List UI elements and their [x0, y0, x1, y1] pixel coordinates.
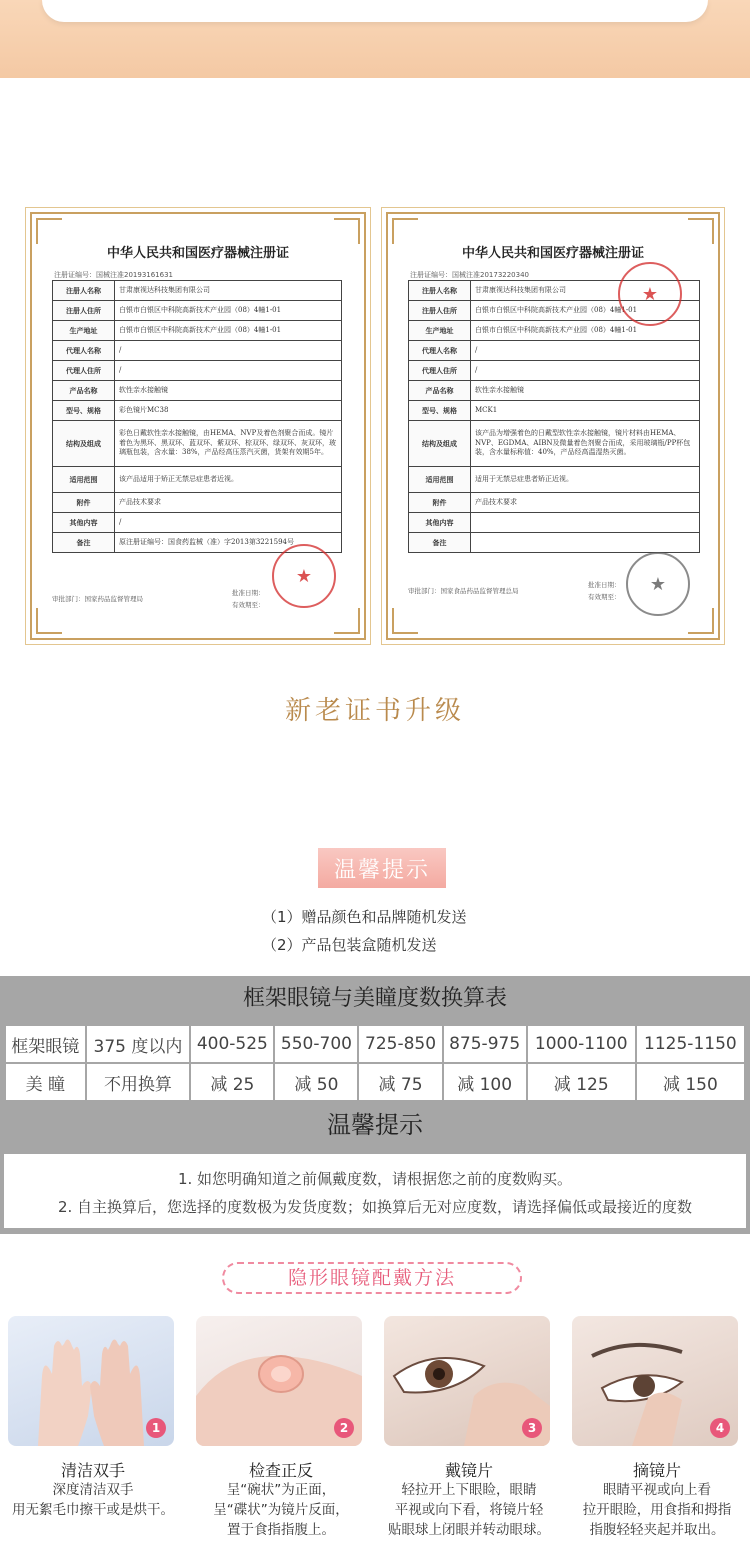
certificate-new: [30, 212, 366, 640]
approver: 审批部门：国家药品监督管理局: [52, 595, 143, 603]
desc-line: 用无絮毛巾擦干或是烘干。: [12, 1502, 174, 1518]
desc-line: 呈“碗状”为正面，: [226, 1482, 336, 1498]
certificate-row: [409, 513, 700, 533]
certificate-row: [53, 341, 342, 361]
approver: 审批部门：国家食品药品监督管理总局: [408, 587, 519, 595]
warm-tip-box: [4, 1154, 746, 1228]
table-cell: 减 125: [528, 1064, 635, 1100]
step-image-check-lens: [196, 1316, 362, 1446]
certificate-row: [53, 467, 342, 493]
upgrade-caption: 新老证书升级: [284, 696, 465, 726]
table-cell: 不用换算: [87, 1064, 190, 1100]
corner-ornament: [688, 218, 714, 244]
field-value: 白银市白银区中科院高新技术产业园（08）4幢1-01: [471, 321, 700, 341]
field-label: 生产地址: [409, 321, 471, 341]
field-label: 结构及组成: [53, 421, 115, 467]
step-description: [188, 1480, 374, 1540]
field-label: 注册人名称: [53, 281, 115, 301]
step-description: [376, 1480, 562, 1540]
certificate-row: [53, 321, 342, 341]
certificate-row: [409, 401, 700, 421]
step-number: 3: [522, 1418, 542, 1438]
red-seal-icon: ★: [618, 262, 682, 326]
step-title: 戴镜片: [444, 1461, 493, 1480]
field-label: 其他内容: [53, 513, 115, 533]
certificate-row: [53, 421, 342, 467]
table-cell: 减 100: [444, 1064, 526, 1100]
field-label: 型号、规格: [53, 401, 115, 421]
table-row: [6, 1026, 744, 1062]
field-label: 附件: [53, 493, 115, 513]
field-value: 彩色镜片MC38: [115, 401, 342, 421]
certificate-row: [53, 301, 342, 321]
table-cell: 减 25: [191, 1064, 273, 1100]
table-row: [6, 1064, 744, 1100]
approve-date: 批准日期：: [588, 581, 621, 589]
field-label: 备注: [409, 533, 471, 553]
corner-ornament: [392, 218, 418, 244]
warm-tip-line: 1. 如您明确知道之前佩戴度数，请根据您之前的度数购买。: [177, 1170, 573, 1188]
field-value: 白银市白银区中科院高新技术产业园（08）4幢1-01: [115, 321, 342, 341]
field-label: 代理人住所: [53, 361, 115, 381]
tips-badge: 温馨提示: [318, 848, 446, 888]
red-seal-icon: ★: [272, 544, 336, 608]
field-value: 白银市白银区中科院高新技术产业园（08）4幢1-01: [115, 301, 342, 321]
table-cell: 875-975: [444, 1026, 526, 1062]
approve-date: 批准日期：: [232, 589, 265, 597]
step-number: 4: [710, 1418, 730, 1438]
field-label: 注册人住所: [409, 301, 471, 321]
certificate-row: [53, 401, 342, 421]
corner-ornament: [392, 608, 418, 634]
field-value: 产品技术要求: [471, 493, 700, 513]
step-image-insert-lens: [384, 1316, 550, 1446]
step-number: 1: [146, 1418, 166, 1438]
field-label: 适用范围: [53, 467, 115, 493]
certificate-row: [53, 493, 342, 513]
field-label: 结构及组成: [409, 421, 471, 467]
certificate-row: [409, 341, 700, 361]
desc-line: 置于食指指腹上。: [227, 1522, 335, 1538]
field-value: 甘肃康视达科技集团有限公司: [471, 281, 700, 301]
corner-ornament: [36, 218, 62, 244]
step-title: 清洁双手: [60, 1461, 125, 1480]
field-label: 产品名称: [53, 381, 115, 401]
table-cell: 框架眼镜: [6, 1026, 85, 1062]
certificate-row: [409, 381, 700, 401]
desc-line: 拉开眼睑，用食指和拇指: [582, 1502, 732, 1518]
field-value: 软性亲水接触镜: [471, 381, 700, 401]
valid-until: 有效期至：: [588, 593, 621, 601]
certificate-row: [409, 467, 700, 493]
field-label: 型号、规格: [409, 401, 471, 421]
field-value: 该产品适用于矫正无禁忌症患者近视。: [115, 467, 342, 493]
desc-line: 平视或向下看，将镜片轻: [394, 1502, 544, 1518]
tip-line: （2）产品包装盒随机发送: [262, 936, 437, 954]
step-title: 摘镜片: [632, 1461, 681, 1480]
field-value: [471, 533, 700, 553]
certificate-row: [409, 361, 700, 381]
registration-number: 注册证编号：国械注准20173220340: [410, 271, 529, 279]
method-title: 隐形眼镜配戴方法: [222, 1262, 522, 1294]
field-value: /: [115, 513, 342, 533]
certificate-table: [52, 280, 342, 553]
field-label: 其他内容: [409, 513, 471, 533]
desc-line: 深度清洁双手: [52, 1482, 134, 1498]
field-label: 代理人名称: [409, 341, 471, 361]
field-value: 甘肃康视达科技集团有限公司: [115, 281, 342, 301]
conversion-table: [4, 1024, 746, 1102]
top-banner: [0, 0, 750, 78]
field-value: 产品技术要求: [115, 493, 342, 513]
certificate-row: [409, 533, 700, 553]
field-value: /: [115, 341, 342, 361]
field-value: /: [471, 341, 700, 361]
certificate-old: [386, 212, 720, 640]
table-cell: 400-525: [191, 1026, 273, 1062]
table-cell: 美 瞳: [6, 1064, 85, 1100]
corner-ornament: [334, 218, 360, 244]
field-value: /: [471, 361, 700, 381]
field-value: 原注册证编号：国食药监械（准）字2013第3221594号: [115, 533, 342, 553]
field-value: 白银市白银区中科院高新技术产业园（08）4幢1-01: [471, 301, 700, 321]
certificate-row: [53, 281, 342, 301]
valid-until: 有效期至：: [232, 601, 265, 609]
gray-seal-icon: ★: [626, 552, 690, 616]
banner-card: [42, 0, 708, 22]
certificate-row: [409, 493, 700, 513]
table-cell: 1000-1100: [528, 1026, 635, 1062]
field-value: MCK1: [471, 401, 700, 421]
field-label: 注册人名称: [409, 281, 471, 301]
step-title: 检查正反: [248, 1461, 313, 1480]
corner-ornament: [688, 608, 714, 634]
certificate-row: [53, 513, 342, 533]
step-image-remove-lens: [572, 1316, 738, 1446]
table-cell: 375 度以内: [87, 1026, 190, 1062]
desc-line: 指腹轻轻夹起并取出。: [589, 1522, 725, 1538]
conversion-title: 框架眼镜与美瞳度数换算表: [242, 986, 507, 1011]
tip-line: （1）赠品颜色和品牌随机发送: [262, 908, 467, 926]
desc-line: 贴眼球上闭眼并转动眼球。: [388, 1522, 550, 1538]
field-label: 代理人住所: [409, 361, 471, 381]
field-value: 该产品为增强着色的日戴型软性亲水接触镜，镜片材料由HEMA、NVP、EGDMA、AIBN及微量着色剂聚合而成，采用玻璃瓶/PP杯包装，含水量标称值：40%，产品经高温湿热灭菌。: [471, 421, 700, 467]
field-label: 注册人住所: [53, 301, 115, 321]
desc-line: 轻拉开上下眼睑，眼睛: [401, 1482, 537, 1498]
field-value: 彩色日戴软性亲水接触镜，由HEMA、NVP及着色剂聚合而成。镜片着色为黑环、黑双环、蓝双环、紫双环、棕双环、绿双环、灰双环，玻璃瓶包装，含水量：38%，产品经高压蒸汽灭菌，货架有效期5年。: [115, 421, 342, 467]
corner-ornament: [36, 608, 62, 634]
field-label: 生产地址: [53, 321, 115, 341]
certificate-title: 中华人民共和国医疗器械注册证: [106, 246, 289, 261]
field-value: /: [115, 361, 342, 381]
table-cell: 减 50: [275, 1064, 357, 1100]
table-cell: 减 150: [637, 1064, 744, 1100]
corner-ornament: [334, 608, 360, 634]
table-cell: 1125-1150: [637, 1026, 744, 1062]
table-cell: 550-700: [275, 1026, 357, 1062]
step-image-clean-hands: [8, 1316, 174, 1446]
warm-tip-title: 温馨提示: [327, 1111, 423, 1139]
step-number: 2: [334, 1418, 354, 1438]
certificate-row: [53, 381, 342, 401]
certificate-row: [409, 421, 700, 467]
registration-number: 注册证编号：国械注准20193161631: [54, 271, 173, 279]
field-value: [471, 513, 700, 533]
field-label: 代理人名称: [53, 341, 115, 361]
field-label: 备注: [53, 533, 115, 553]
desc-line: 呈“碟状”为镜片反面，: [213, 1502, 349, 1518]
table-cell: 725-850: [359, 1026, 441, 1062]
certificate-title: 中华人民共和国医疗器械注册证: [461, 246, 644, 261]
field-label: 适用范围: [409, 467, 471, 493]
desc-line: 眼睛平视或向上看: [603, 1482, 711, 1498]
certificate-row: [53, 361, 342, 381]
step-description: [564, 1480, 750, 1540]
warm-tip-line: 2. 自主换算后，您选择的度数极为发货度数；如换算后无对应度数，请选择偏低或最接近的度数: [57, 1198, 693, 1216]
field-label: 附件: [409, 493, 471, 513]
step-description: [0, 1480, 186, 1520]
table-cell: 减 75: [359, 1064, 441, 1100]
field-value: 软性亲水接触镜: [115, 381, 342, 401]
field-label: 产品名称: [409, 381, 471, 401]
field-value: 适用于无禁忌症患者矫正近视。: [471, 467, 700, 493]
